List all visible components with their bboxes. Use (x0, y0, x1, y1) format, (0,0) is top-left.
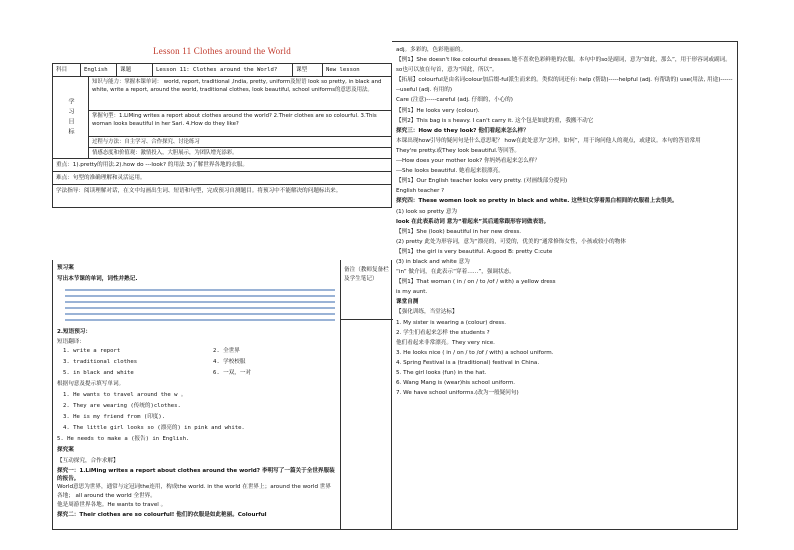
type-value: New lesson (326, 67, 360, 73)
objective-emotion: 情感态度和价值观：激情投入，大胆展示，为团队增光添彩。 (92, 150, 238, 156)
content-line: 本课出现how引导的疑问句是什么意思呢？ how在此处意为“怎样，如何”，用于询问他人的观点，或建议。本句的答语常用 (396, 137, 701, 144)
preview-task2: 2.短语预习： (57, 329, 91, 335)
content-line: 6. Wang Mang is (wear)his school uniform. (396, 380, 516, 387)
objective-process: 过程与方法：自主学习、合作探究、讨论练习 (89, 137, 391, 148)
cooperate-label: 【互动探究，合作求解】 (57, 458, 119, 464)
content-line: (2) pretty 此处为形容词，意为“漂亮的，可爱的，优美的”通常修饰女性，小孩或较小的物体 (396, 238, 626, 245)
content-line: 【例1】She doesn't like colourful dresses.她不喜欢色彩鲜艳的衣服。本句中的so是副词，意为“如此，那么”，用于形容词或副词。so也可以放在句首，意为“因此，所以”。 (396, 57, 731, 74)
objective-knowledge: 知识与能力：掌握本课单词： world, report, traditional ,India, pretty, uniform及短语 look so pretty, in black and white, write a report, around the world, traditional clothes, look beautiful, school uniforms的意思及用法。 (89, 77, 391, 111)
content-line: 3. He looks nice ( in / on / to /of / with) a school uniform. (396, 349, 554, 356)
topic-value: Lesson 11: Clothes around the World? (153, 64, 293, 76)
header-row (53, 64, 391, 77)
content-line: 5. The girl looks (fun) in the hat. (396, 370, 487, 376)
fill-item: 2. They are wearing (传统的)clothes. (63, 403, 181, 409)
explore-one: 探究一：1.LiMing writes a report about clothes around the world? 李明写了一篇关于全世界服装的报告。 (57, 468, 335, 482)
worksheet-page (52, 41, 738, 530)
fill-item: 4. The little girl looks so (漂亮的) in pink and white. (63, 425, 245, 431)
content-line: 【例2】This bag is s heavy. I can't carry it. 这个包是如此的重，我搬不动它 (396, 117, 594, 124)
study-method: 学法指导：阅读理解对话，在文中勾画出生词、短语和句型，完成预习自测题目。将预习中不能解决的问题标出来。 (56, 188, 342, 194)
content-line: “in” 做介词，在此表示“穿着……”，强调状态。 (396, 269, 515, 276)
preview-title: 预习案 (57, 265, 74, 271)
content-line: 课堂自测 (396, 299, 419, 306)
fill-item: 5. He needs to make a (报告) in English. (57, 436, 190, 442)
explore-two: 探究二：Their clothes are so colourful! 他们的衣服是如此艳丽。Colourful (57, 512, 267, 518)
content-line: 【例1】That woman ( in / on / to /of / with) a yellow dress (396, 279, 556, 286)
fill-item: 3. He is my friend from (印度). (63, 414, 166, 420)
key-points-row (53, 159, 391, 172)
content-line: adj。多彩的，色彩艳丽的。 (396, 47, 467, 53)
content-line: 【例1】She (look) beautiful in her new dress. (396, 228, 522, 235)
phrase-item: 2. 全世界 (213, 348, 240, 354)
preview-section (52, 260, 392, 530)
objectives-section (53, 77, 391, 159)
phrase-item: 1. write a report (63, 348, 121, 354)
content-line: ---How does your mother look? 你妈妈看起来怎么样？ (396, 158, 540, 165)
phrase-item: 5. in black and white (63, 370, 134, 376)
content-line: 2. 学生们看起来怎样 the students ? (396, 329, 490, 336)
explore-title: 探究案 (57, 447, 74, 453)
objectives-body (89, 77, 391, 158)
content-line: look 在此表系动词 意为“看起来”其后通常跟形容词做表语。 (396, 218, 550, 225)
lesson-title: Lesson 11 Clothes around the World (153, 46, 291, 56)
world-exercise: 他是周游世界各地。He wants to travel 。 (57, 502, 167, 508)
subject-label: 科目 (53, 64, 81, 76)
preview-task2b: 短语翻译： (57, 339, 85, 345)
fill-item: 1. He wants to travel around the w 。 (63, 392, 187, 398)
right-column (392, 41, 738, 530)
content-line: 【例1】Our English teacher looks very pretty. (对画线部分提问) (396, 178, 568, 185)
phrase-item: 4. 学校校服 (213, 359, 246, 365)
fill-title: 根据句意及提示填写单词。 (57, 381, 125, 387)
phrase-item: 6. 一双，一对 (213, 370, 252, 376)
world-note: World意思为世界，通常与定冠词the连用，构成the world. in the world 在世界上；around the world 世界各地； all around the world 全世界。 (57, 484, 331, 499)
content-line: 探究三：How do they look? 他们看起来怎么样？ (396, 127, 529, 134)
content-line: 【例1】the girl is very beautiful. A:good B: pretty C:cute (396, 248, 553, 255)
content-line: 【拓展】colourful是由名词colour加后缀-ful派生而来的。类似的词还有: help (帮助)-----helpful (adj. 有帮助的) use(用法, 用途)--------useful (adj. 有用的) (396, 77, 733, 94)
phrase-row (57, 357, 336, 368)
content-line: (1) look so pretty 意为 (396, 208, 458, 215)
content-line: (3) in black and white 意为 (396, 258, 470, 265)
content-line: They're pretty.或They look beautiful.等回答。 (396, 147, 520, 154)
key-points: 重点：1).pretty的用法.2).how do ---look? 的用法 3)了解世界各地的衣服。 (56, 162, 248, 168)
objectives-label: 学习目标 (53, 77, 89, 158)
phrase-row (57, 346, 336, 357)
content-line: English teacher ? (396, 188, 445, 195)
teacher-notes: 备注（教师复备栏及学生笔记） (341, 260, 393, 320)
content-line: 他们看起来非常漂亮。They very nice. (396, 339, 495, 346)
method-row (53, 185, 391, 207)
content-line: 【例1】He looks very (colour). (396, 107, 480, 114)
content-line: 【强化训练，当堂达标】 (396, 309, 458, 316)
difficulty-row (53, 172, 391, 185)
content-line: Care (注意)-----careful (adj. 仔细的，小心的) (396, 97, 513, 104)
difficulty: 难点：句型的准确理解和灵活运用。 (56, 175, 146, 181)
writing-lines (65, 289, 335, 321)
content-line: is my aunt. (396, 289, 428, 296)
subject-value: English (81, 64, 117, 76)
content-line: 1. My sister is wearing a (colour) dress. (396, 319, 506, 326)
header-table (52, 63, 392, 208)
type-label: 课型 (293, 64, 323, 76)
content-line: ---She looks beautiful. 她看起来很漂亮。 (396, 168, 504, 175)
objective-sentences: 掌握句型：1.LiMing writes a report about clothes around the world? 2.Their clothes are so colourful. 3.This woman looks beautiful in her Sari. 4.How do they like? (89, 111, 391, 137)
content-line: 探究四：These women look so pretty in black and white. 这些妇女穿着黑白相间的衣服看上去很美。 (396, 198, 678, 205)
left-column (52, 41, 392, 530)
phrase-row (57, 368, 336, 379)
preview-task1: 写出本节课的单词，词性并熟记. (57, 276, 138, 282)
content-line: 7. We have school uniforms.(改为一般疑问句) (396, 390, 519, 397)
phrase-item: 3. traditional clothes (63, 359, 138, 365)
content-line: 4. Spring Festival is a (traditional) festival in China. (396, 359, 540, 366)
topic-label: 课题 (117, 64, 153, 76)
preview-column (53, 260, 341, 530)
